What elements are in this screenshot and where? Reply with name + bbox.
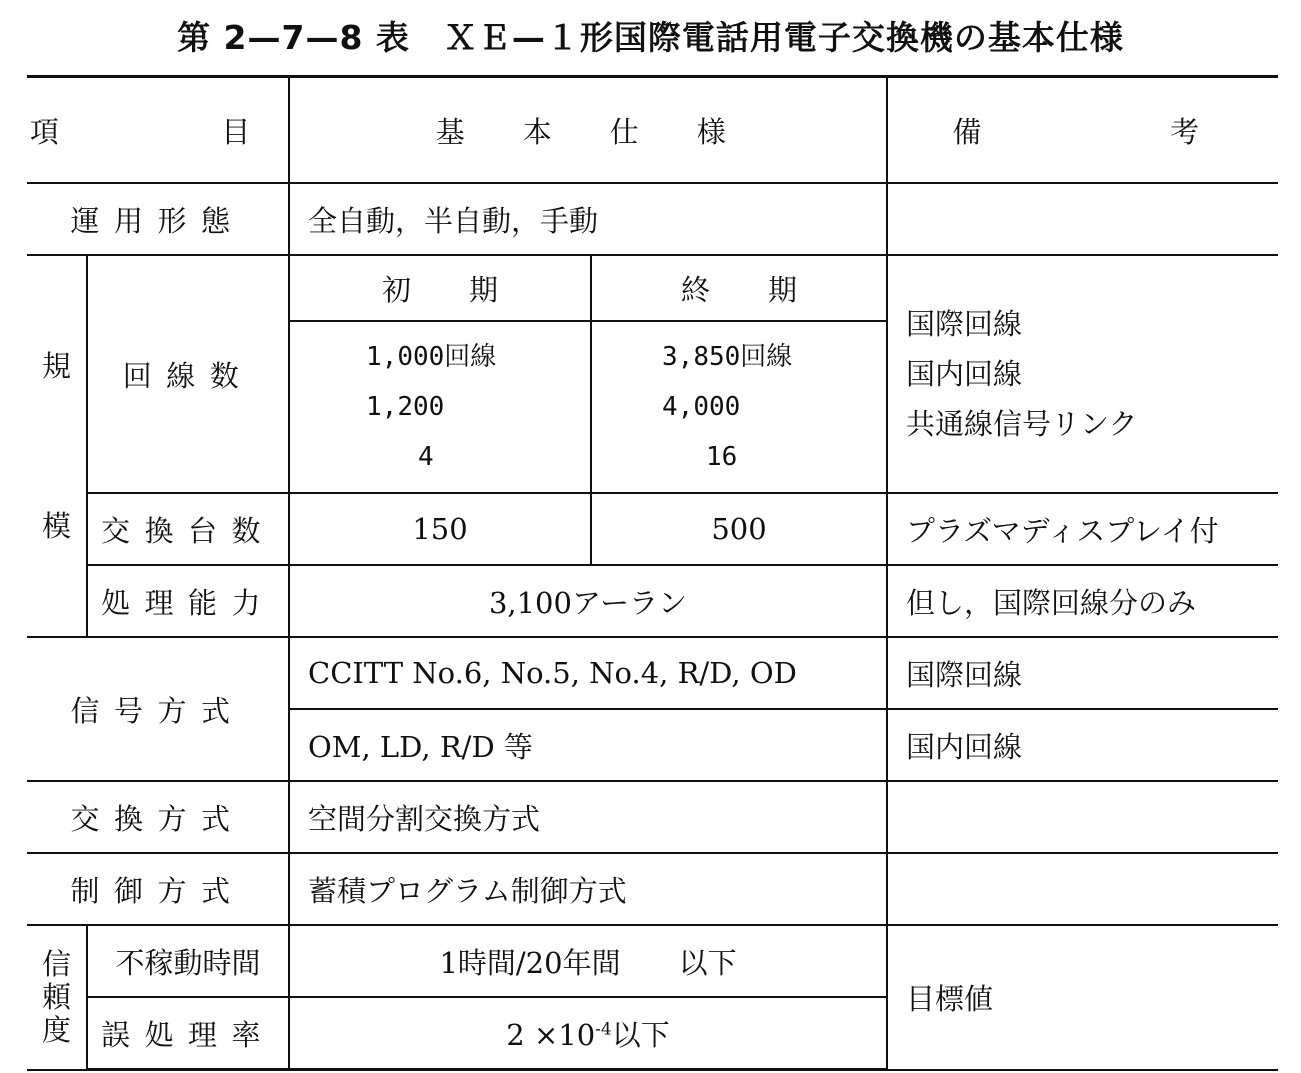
downtime-value: 1時間/20年間 以下 [289, 925, 887, 997]
signaling-dom-remarks: 国内回線 [887, 709, 1278, 781]
signaling-intl-value: CCITT No.6, No.5, No.4, R/D, OD [289, 637, 887, 709]
operation-value: 全自動，半自動，手動 [289, 183, 887, 255]
switching-label: 交換方式 [27, 781, 289, 853]
error-rate-value [289, 997, 887, 1070]
reliability-label [27, 925, 87, 1070]
header-remarks: 備 考 [887, 77, 1278, 184]
lines-final-ccs: 16 [706, 442, 738, 472]
capacity-value: 3,100アーラン [289, 565, 887, 637]
error-rate-base: 2 ×10 [506, 1017, 596, 1052]
scale-label-bottom: 模 [41, 509, 71, 543]
row-switching [27, 781, 1278, 853]
scale-label-top: 規 [41, 349, 71, 383]
lines-initial-ccs: 4 [418, 442, 434, 472]
capacity-label: 処理能力 [87, 565, 289, 637]
header-item: 項 目 [27, 77, 289, 184]
lines-final-dom: 4,000 [662, 392, 741, 422]
row-operation [27, 183, 1278, 255]
lines-initial [289, 321, 591, 493]
remark-intl: 国際回線 [906, 307, 1023, 341]
row-control [27, 853, 1278, 925]
row-scale-header [27, 255, 1278, 321]
initial-header: 初 期 [289, 255, 591, 321]
header-row [27, 77, 1278, 184]
capacity-remarks: 但し，国際回線分のみ [887, 565, 1278, 637]
consoles-label: 交換台数 [87, 493, 289, 565]
row-consoles [27, 493, 1278, 565]
error-rate-label: 誤処理率 [87, 997, 289, 1070]
signaling-dom-value: OM, LD, R/D 等 [289, 709, 887, 781]
reliability-char-1: 信 [41, 946, 71, 981]
error-rate-suffix: 以下 [611, 1017, 670, 1052]
downtime-label: 不稼動時間 [87, 925, 289, 997]
control-value: 蓄積プログラム制御方式 [289, 853, 887, 925]
row-capacity [27, 565, 1278, 637]
spec-table [27, 75, 1278, 1071]
lines-initial-intl: 1,000回線 [366, 342, 497, 372]
operation-remarks [887, 183, 1278, 255]
lines-initial-dom: 1,200 [366, 392, 445, 422]
table-title: 第 2—7—8 表 ＸＥ—１形国際電話用電子交換機の基本仕様 [177, 18, 1124, 57]
signaling-label: 信号方式 [27, 637, 289, 781]
switching-remarks [887, 781, 1278, 853]
reliability-char-2: 頼 [41, 979, 71, 1014]
consoles-initial: 150 [289, 493, 591, 565]
scale-label [27, 255, 87, 637]
lines-final-intl: 3,850回線 [662, 342, 793, 372]
error-rate-exponent: -4 [595, 1018, 612, 1039]
reliability-remarks: 目標値 [887, 925, 1278, 1070]
remark-ccs: 共通線信号リンク [906, 407, 1138, 441]
switching-value: 空間分割交換方式 [289, 781, 887, 853]
control-remarks [887, 853, 1278, 925]
consoles-final: 500 [591, 493, 887, 565]
remark-dom: 国内回線 [906, 357, 1023, 391]
final-header: 終 期 [591, 255, 887, 321]
signaling-intl-remarks: 国際回線 [887, 637, 1278, 709]
lines-final [591, 321, 887, 493]
lines-remarks [887, 255, 1278, 493]
operation-label: 運用形態 [27, 183, 289, 255]
control-label: 制御方式 [27, 853, 289, 925]
reliability-char-3: 度 [41, 1012, 71, 1047]
header-spec: 基 本 仕 様 [289, 77, 887, 184]
row-downtime [27, 925, 1278, 997]
lines-label: 回線数 [87, 255, 289, 493]
row-signaling-intl [27, 637, 1278, 709]
consoles-remarks: プラズマディスプレイ付 [887, 493, 1278, 565]
